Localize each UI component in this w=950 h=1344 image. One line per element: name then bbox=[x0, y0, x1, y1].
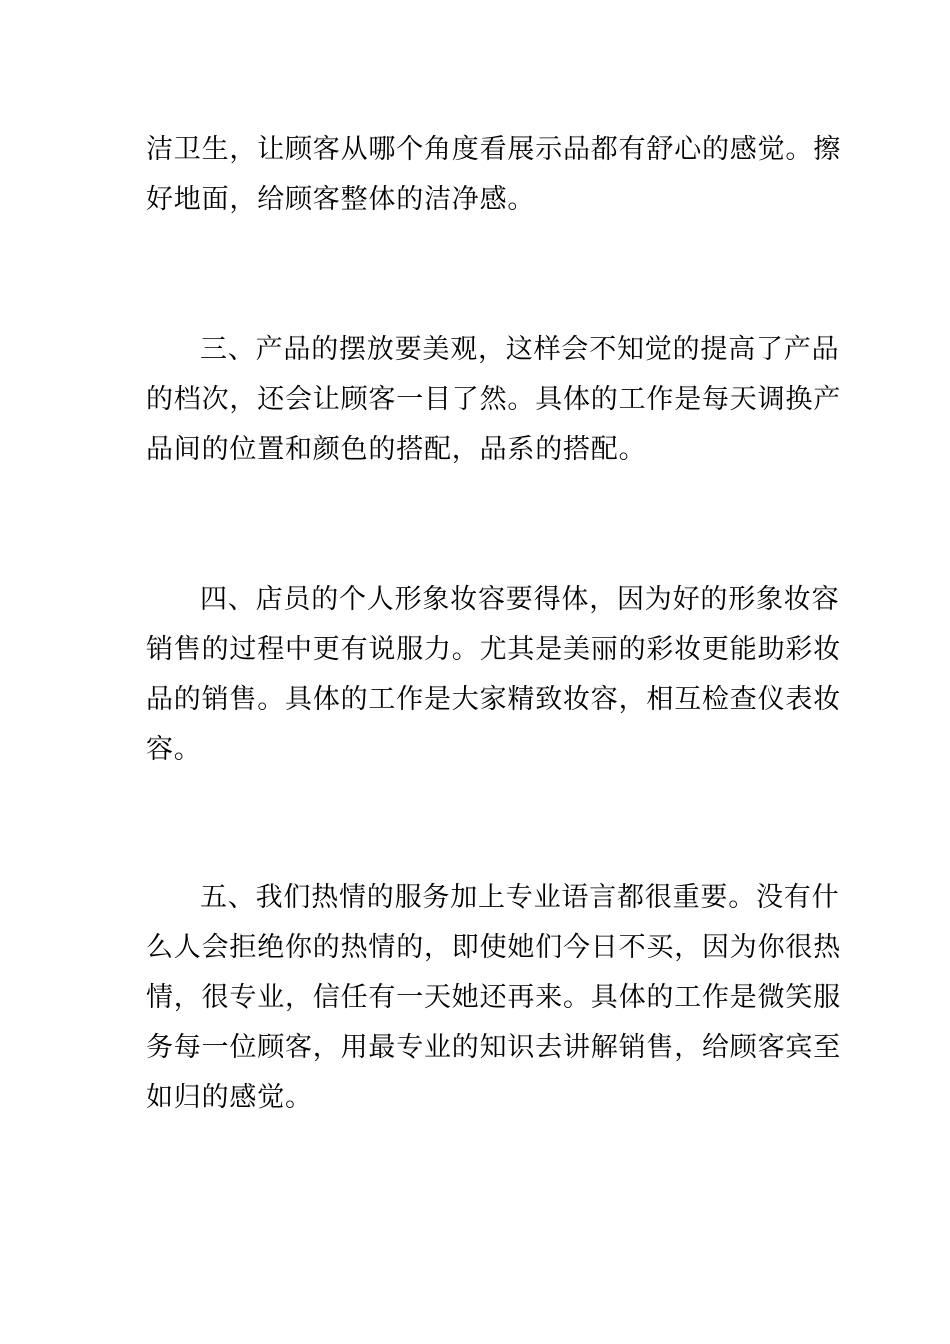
paragraph-line: 么人会拒绝你的热情的，即使她们今日不买，因为你很热 bbox=[146, 932, 841, 963]
paragraph-line: 如归的感觉。 bbox=[146, 1082, 313, 1113]
paragraph-line: 情，很专业，信任有一天她还再来。具体的工作是微笑服 bbox=[146, 982, 841, 1013]
paragraph-line: 洁卫生，让顾客从哪个角度看展示品都有舒心的感觉。擦 bbox=[146, 134, 841, 165]
paragraph-line: 四、店员的个人形象妆容要得体，因为好的形象妆容 bbox=[200, 584, 840, 615]
paragraph-line: 容。 bbox=[146, 734, 202, 765]
paragraph-line: 好地面，给顾客整体的洁净感。 bbox=[146, 184, 536, 215]
paragraph-line: 销售的过程中更有说服力。尤其是美丽的彩妆更能助彩妆 bbox=[146, 634, 841, 665]
paragraph-line: 品间的位置和颜色的搭配，品系的搭配。 bbox=[146, 434, 647, 465]
paragraph-line: 品的销售。具体的工作是大家精致妆容，相互检查仪表妆 bbox=[146, 684, 841, 715]
paragraph-line: 五、我们热情的服务加上专业语言都很重要。没有什 bbox=[200, 882, 840, 913]
paragraph-line: 三、产品的摆放要美观，这样会不知觉的提高了产品 bbox=[200, 334, 840, 365]
paragraph-line: 的档次，还会让顾客一目了然。具体的工作是每天调换产 bbox=[146, 384, 841, 415]
paragraph-line: 务每一位顾客，用最专业的知识去讲解销售，给顾客宾至 bbox=[146, 1032, 841, 1063]
